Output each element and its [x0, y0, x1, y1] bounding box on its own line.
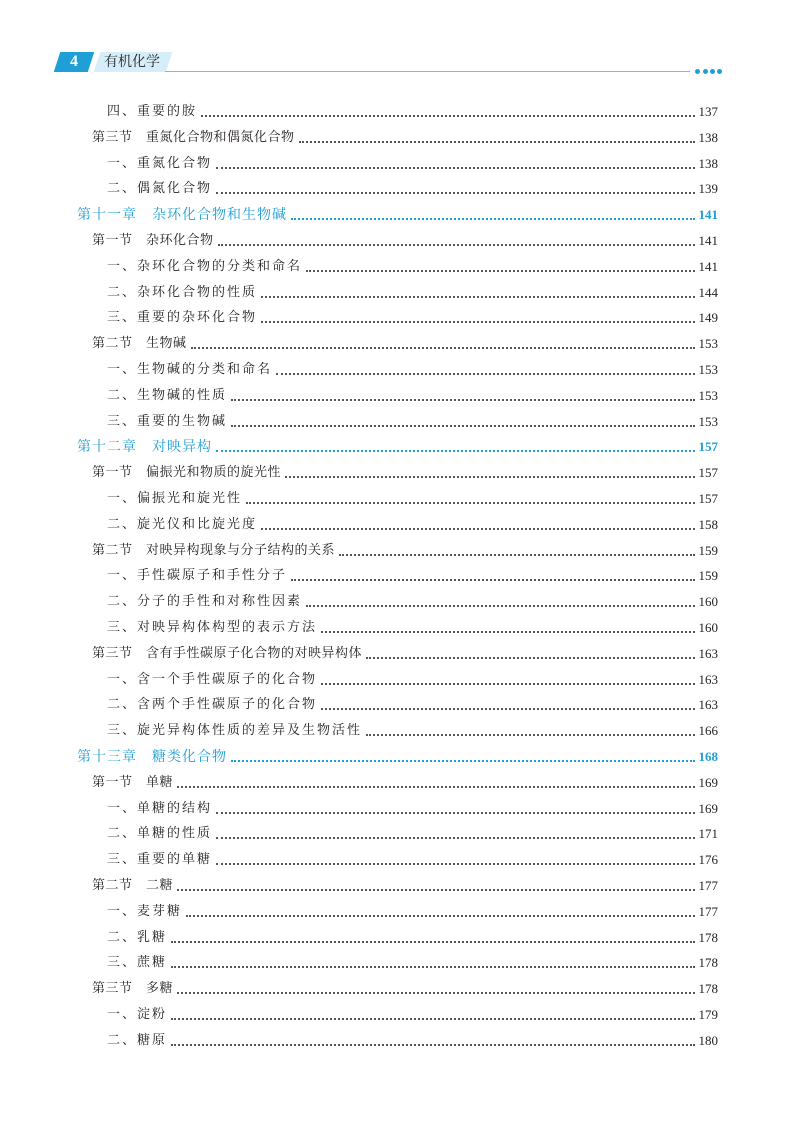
toc-entry-title: 一、重氮化合物: [107, 155, 213, 171]
toc-page-number: 141: [698, 258, 718, 274]
toc-page-number: 179: [698, 1007, 718, 1022]
toc-item-row[interactable]: [107, 383, 718, 405]
toc-entry-title: 一、生物碱的分类和命名: [107, 362, 273, 377]
header-dot-icon: [703, 69, 708, 74]
toc-entry-title: 三、旋光异构体性质的差异及生物活性: [107, 723, 363, 739]
toc-section-row[interactable]: [92, 641, 718, 663]
dot-leader: [291, 218, 695, 220]
header-dot-icon: [695, 69, 700, 74]
dot-leader: [171, 1018, 694, 1020]
header-rule: [165, 71, 690, 72]
dot-leader: [231, 760, 695, 762]
toc-page-number: 160: [698, 620, 718, 635]
toc-entry-title: 第十二章 对映异构: [77, 439, 212, 456]
toc-item-row[interactable]: [107, 254, 718, 276]
dot-leader: [186, 915, 694, 917]
dot-leader: [261, 296, 694, 298]
toc-entry-title: 三、重要的单糖: [107, 852, 213, 868]
dot-leader: [216, 167, 694, 169]
toc-entry-title: 三、重要的杂环化合物: [107, 310, 258, 326]
toc-entry-title: 第十三章 糖类化合物: [77, 749, 227, 765]
toc-item-row[interactable]: [107, 667, 718, 689]
toc-entry-title: 二、单糖的性质: [107, 826, 213, 842]
toc-entry-title: 一、单糖的结构: [107, 800, 213, 816]
book-title: 有机化学: [104, 54, 160, 70]
toc-page-number: 153: [698, 336, 718, 352]
toc-entry-title: 三、蔗糖: [107, 955, 168, 971]
toc-page-number: 177: [698, 903, 718, 919]
toc-item-row[interactable]: [107, 796, 718, 818]
toc-entry-title: 二、旋光仪和比旋光度: [107, 516, 258, 532]
toc-page-number: 137: [698, 104, 718, 119]
header-dot-icon: [717, 69, 722, 74]
toc-item-row[interactable]: [107, 950, 718, 972]
dot-leader: [216, 192, 694, 194]
toc-item-row[interactable]: [107, 847, 718, 869]
dot-leader: [218, 244, 695, 246]
toc-item-row[interactable]: [107, 1028, 718, 1050]
toc-entry-title: 二、生物碱的性质: [107, 387, 228, 403]
toc-page-number: 160: [698, 594, 718, 610]
toc-item-row[interactable]: [107, 512, 718, 534]
toc-page-number: 163: [698, 671, 718, 687]
toc-page-number: 157: [698, 465, 718, 481]
dot-leader: [216, 450, 695, 452]
toc-page-number: 159: [698, 568, 718, 584]
toc-entry-title: 二、分子的手性和对称性因素: [107, 594, 303, 610]
toc-entry-title: 第二节 生物碱: [92, 336, 187, 352]
dot-leader: [171, 1044, 694, 1046]
toc-item-row[interactable]: [107, 925, 718, 947]
toc-entry-title: 第一节 单糖: [92, 774, 174, 790]
dot-leader: [321, 683, 694, 685]
dot-leader: [216, 812, 694, 814]
dot-leader: [306, 270, 694, 272]
toc-page-number: 139: [698, 181, 718, 197]
dot-leader: [171, 941, 694, 943]
toc-page-number: 176: [698, 852, 718, 868]
toc-chapter-row[interactable]: [77, 202, 718, 224]
toc-page-number: 138: [698, 129, 718, 145]
toc-item-row[interactable]: [107, 151, 718, 173]
toc-section-row[interactable]: [92, 125, 718, 147]
dot-leader: [201, 115, 694, 117]
dot-leader: [299, 141, 695, 143]
dot-leader: [231, 399, 694, 401]
toc-page-number: 153: [698, 362, 718, 377]
toc-page-number: 157: [698, 491, 718, 506]
toc-item-row[interactable]: [107, 280, 718, 302]
toc-item-row[interactable]: [107, 563, 718, 585]
toc-item-row[interactable]: [107, 899, 718, 921]
toc-page-number: 149: [698, 310, 718, 326]
toc-chapter-row[interactable]: [77, 744, 718, 766]
toc-entry-title: 第十一章 杂环化合物和生物碱: [77, 207, 287, 224]
dot-leader: [321, 631, 694, 633]
toc-page-number: 178: [698, 955, 718, 971]
toc-page-number: 159: [698, 542, 718, 558]
toc-entry-title: 四、重要的胺: [107, 104, 198, 119]
toc-item-row[interactable]: [107, 486, 718, 508]
dot-leader: [177, 992, 694, 994]
toc-page-number: 178: [698, 929, 718, 945]
toc-entry-title: 一、麦芽糖: [107, 903, 183, 919]
page-header: [0, 0, 800, 80]
toc-entry-title: 一、淀粉: [107, 1007, 168, 1022]
toc-section-row[interactable]: [92, 228, 718, 250]
toc-section-row[interactable]: [92, 976, 718, 998]
toc-item-row[interactable]: [107, 305, 718, 327]
toc-section-row[interactable]: [92, 873, 718, 895]
toc-item-row[interactable]: [107, 357, 718, 379]
toc-entry-title: 二、乳糖: [107, 929, 168, 945]
toc-entry-title: 第一节 杂环化合物: [92, 233, 214, 248]
toc-page-number: 158: [698, 516, 718, 532]
toc-item-row[interactable]: [107, 176, 718, 198]
toc-entry-title: 二、糖原: [107, 1032, 168, 1048]
toc-section-row[interactable]: [92, 770, 718, 792]
toc-chapter-row[interactable]: [77, 434, 718, 456]
toc-page-number: 157: [698, 439, 718, 455]
dot-leader: [246, 502, 694, 504]
toc-section-row[interactable]: [92, 331, 718, 353]
toc-item-row[interactable]: [107, 692, 718, 714]
toc-item-row[interactable]: [107, 615, 718, 637]
toc-item-row[interactable]: [107, 409, 718, 431]
dot-leader: [177, 889, 694, 891]
dot-leader: [261, 321, 694, 323]
dot-leader: [321, 708, 694, 710]
toc-item-row[interactable]: [107, 718, 718, 740]
toc-entry-title: 一、手性碳原子和手性分子: [107, 568, 288, 584]
toc-entry-title: 第二节 对映异构现象与分子结构的关系: [92, 542, 336, 558]
toc-entry-title: 二、含两个手性碳原子的化合物: [107, 697, 318, 713]
toc-page-number: 171: [698, 826, 718, 842]
toc-item-row[interactable]: [107, 589, 718, 611]
dot-leader: [216, 837, 694, 839]
toc-entry-title: 第二节 二糖: [92, 878, 174, 893]
dot-leader: [366, 734, 694, 736]
dot-leader: [276, 373, 694, 375]
toc-item-row[interactable]: [107, 821, 718, 843]
toc-entry-title: 一、偏振光和旋光性: [107, 491, 243, 506]
dot-leader: [306, 605, 694, 607]
page-number: 4: [70, 53, 78, 70]
toc-item-row[interactable]: [107, 99, 718, 121]
dot-leader: [339, 554, 694, 556]
toc-page-number: 168: [698, 749, 718, 764]
toc-page-number: 153: [698, 413, 718, 429]
dot-leader: [191, 347, 695, 349]
dot-leader: [231, 425, 694, 427]
toc-entry-title: 一、杂环化合物的分类和命名: [107, 258, 303, 274]
dot-leader: [216, 863, 694, 865]
toc-entry-title: 一、含一个手性碳原子的化合物: [107, 671, 318, 687]
toc-entry-title: 第三节 含有手性碳原子化合物的对映异构体: [92, 645, 363, 661]
toc-page-number: 169: [698, 800, 718, 816]
dot-leader: [261, 528, 694, 530]
toc-entry-title: 三、对映异构体构型的表示方法: [107, 620, 318, 635]
dot-leader: [177, 786, 694, 788]
dot-leader: [285, 476, 694, 478]
toc-item-row[interactable]: [107, 1002, 718, 1024]
toc-section-row[interactable]: [92, 538, 718, 560]
toc-page-number: 178: [698, 981, 718, 997]
dot-leader: [291, 579, 694, 581]
dot-leader: [366, 657, 694, 659]
toc-page-number: 177: [698, 878, 718, 893]
toc-page-number: 163: [698, 645, 718, 661]
toc-page-number: 163: [698, 697, 718, 713]
toc-section-row[interactable]: [92, 460, 718, 482]
toc-entry-title: 第三节 重氮化合物和偶氮化合物: [92, 129, 295, 145]
toc-page-number: 166: [698, 723, 718, 739]
toc-entry-title: 二、杂环化合物的性质: [107, 284, 258, 300]
toc-page-number: 180: [698, 1032, 718, 1048]
toc-entry-title: 三、重要的生物碱: [107, 413, 228, 429]
toc-entry-title: 第一节 偏振光和物质的旋光性: [92, 465, 282, 481]
toc-entry-title: 二、偶氮化合物: [107, 181, 213, 197]
toc-page-number: 141: [698, 207, 718, 223]
dot-leader: [171, 966, 694, 968]
toc-page-number: 138: [698, 155, 718, 171]
toc-page-number: 141: [698, 233, 718, 248]
toc-page-number: 144: [698, 284, 718, 300]
toc-page-number: 153: [698, 387, 718, 403]
toc-entry-title: 第三节 多糖: [92, 981, 174, 997]
header-dot-icon: [710, 69, 715, 74]
toc-page-number: 169: [698, 774, 718, 790]
